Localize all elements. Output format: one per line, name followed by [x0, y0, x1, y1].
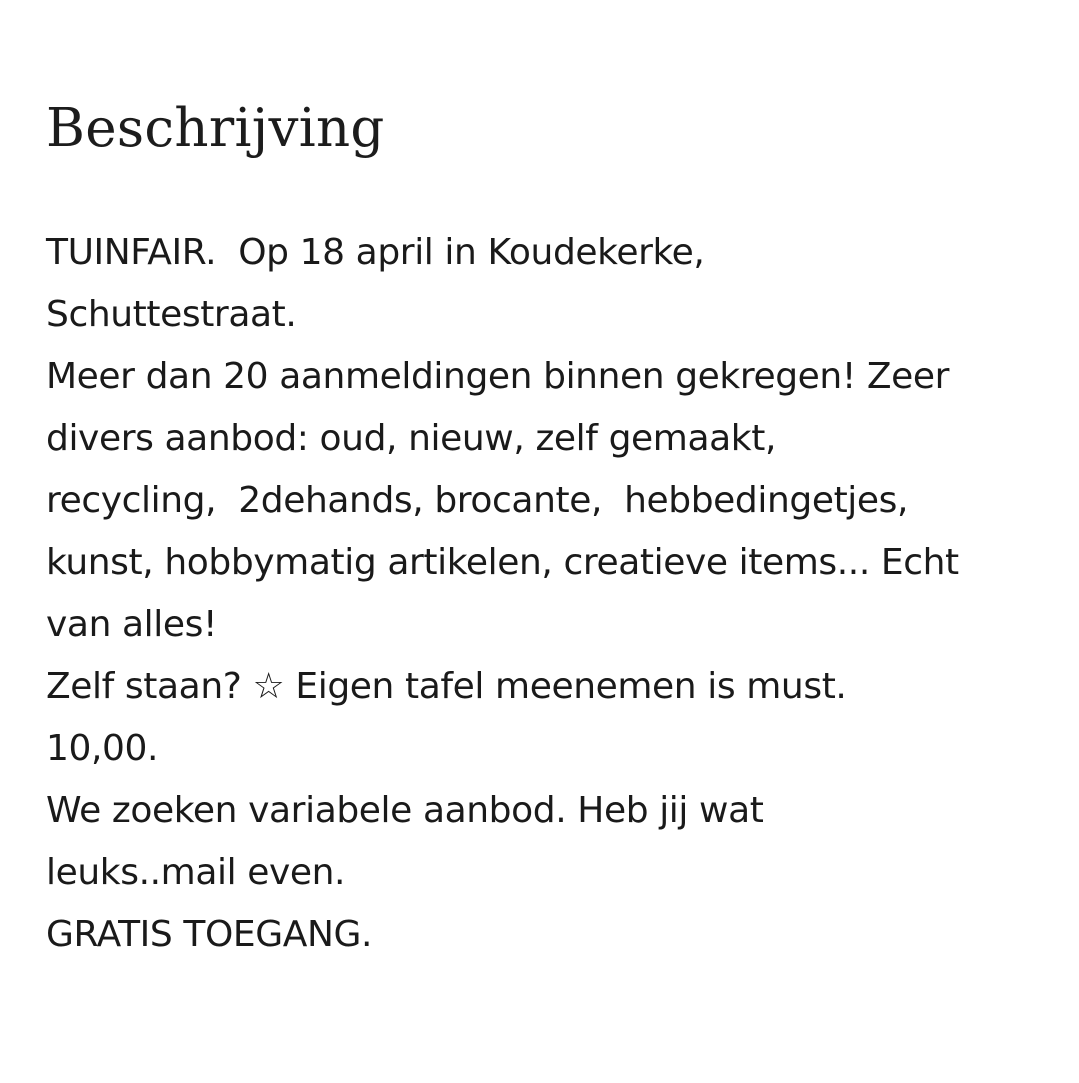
description-line: We zoeken variabele aanbod. Heb jij wat — [46, 790, 764, 831]
description-line: GRATIS TOEGANG. — [46, 914, 373, 955]
section-title: Beschrijving — [46, 98, 385, 159]
description-line: TUINFAIR. Op 18 april in Koudekerke, — [46, 232, 705, 273]
description-panel — [46, 94, 1046, 966]
description-line: van alles! — [46, 604, 218, 645]
description-line: recycling, 2dehands, brocante, hebbedingetjes, — [46, 480, 909, 521]
description-text — [46, 222, 1046, 966]
description-line: kunst, hobbymatig artikelen, creatieve items... Echt — [46, 542, 959, 583]
description-line: leuks..mail even. — [46, 852, 346, 893]
description-line: Meer dan 20 aanmeldingen binnen gekregen! Zeer — [46, 356, 950, 397]
description-line: Schuttestraat. — [46, 294, 297, 335]
description-line: Zelf staan? ☆ Eigen tafel meenemen is must. — [46, 666, 847, 707]
description-line: divers aanbod: oud, nieuw, zelf gemaakt, — [46, 418, 776, 459]
description-line: 10,00. — [46, 728, 159, 769]
